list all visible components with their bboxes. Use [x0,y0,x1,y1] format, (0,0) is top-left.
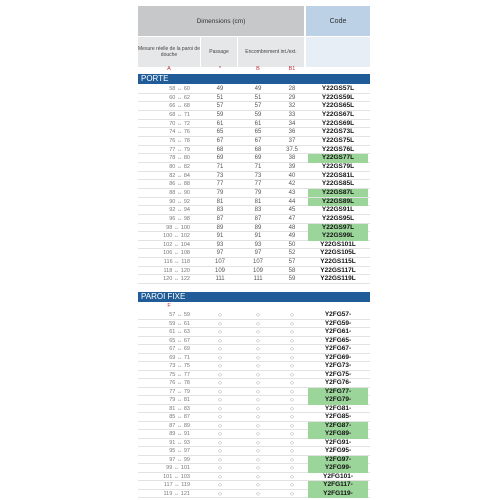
diamond-icon: ◇ [256,448,260,454]
code-cell: Y2FG81- [324,404,352,412]
range-cell: 60 ↔ 62 [169,94,190,101]
diamond-icon: ◇ [290,337,294,344]
b-cell: 87 [254,215,262,222]
code-cell: Y22GS79L [321,162,355,170]
code-cell: Y2FG65- [324,336,352,344]
b1-cell: 45 [288,207,296,214]
code-cell: Y2FG117- [308,481,368,490]
table-row [138,120,370,129]
table-row [138,337,370,346]
letter-b1: B1 [288,66,296,72]
diamond-icon: ◇ [290,422,294,429]
b-cell: 71 [254,163,262,170]
b-cell: 83 [254,207,262,214]
table-row [138,275,370,284]
code-cell: Y22GS115L [320,258,356,266]
passage-cell: 87 [216,215,224,222]
table-row [138,172,370,181]
dimensions-header: Dimensions (cm) [138,6,304,36]
code-cell: Y2FG99- [308,464,368,473]
table-row [138,215,370,224]
b-cell: 77 [254,181,262,188]
diamond-icon: ◇ [290,431,294,437]
passage-cell: 67 [216,137,224,144]
b1-cell: 29 [288,94,296,101]
range-cell: 65 ↔ 67 [169,337,190,344]
b1-cell: 40 [288,172,296,179]
range-cell: 106 ↔ 108 [163,250,190,257]
diamond-icon: ◇ [218,405,222,412]
table-row [138,189,370,198]
range-cell: 74 ↔ 76 [169,129,190,136]
diamond-icon: ◇ [218,371,222,378]
range-cell: 59 ↔ 61 [169,320,190,327]
table-row [138,345,370,354]
table-row [138,396,370,405]
table-row [138,180,370,189]
diamond-icon: ◇ [218,448,222,454]
range-cell: 90 ↔ 92 [169,198,190,205]
range-cell: 91 ↔ 93 [169,439,190,446]
diamond-icon: ◇ [218,414,222,420]
code-cell: Y22GS99L [308,232,368,241]
code-cell: Y2FG61- [324,328,352,335]
range-cell: 86 ↔ 88 [169,181,190,188]
range-cell: 77 ↔ 79 [169,388,190,395]
diamond-icon: ◇ [290,363,294,369]
code-cell: Y22GS75L [321,136,355,144]
diamond-icon: ◇ [290,439,294,446]
b1-cell: 28 [288,86,296,92]
code-subheader [306,37,370,67]
diamond-icon: ◇ [290,346,294,352]
range-cell: 88 ↔ 90 [169,189,190,196]
table-row [138,128,370,137]
table-row [138,146,370,155]
code-cell: Y22GS89L [308,198,368,207]
diamond-icon: ◇ [218,380,222,386]
diamond-icon: ◇ [256,354,260,361]
passage-cell: 71 [216,163,224,170]
diamond-icon: ◇ [290,312,294,318]
letter-star: * [218,66,222,72]
code-cell: Y2FG57- [324,311,352,318]
passage-cell: 61 [216,120,224,127]
table-row [138,258,370,267]
table-row [138,137,370,146]
b-cell: 67 [254,137,262,144]
range-cell: 101 ↔ 103 [163,473,190,480]
diamond-icon: ◇ [218,439,222,446]
table-row [138,85,370,94]
range-cell: 73 ↔ 75 [169,363,190,369]
table-row [138,422,370,431]
range-cell: 119 ↔ 121 [163,490,190,497]
range-cell: 92 ↔ 94 [169,207,190,214]
code-cell: Y22GS77L [308,154,368,163]
diamond-icon: ◇ [256,320,260,327]
diamond-icon: ◇ [218,346,222,352]
diamond-icon: ◇ [256,439,260,446]
diamond-icon: ◇ [256,346,260,352]
b-cell: 93 [254,241,262,248]
letter-a: A [167,66,171,72]
diamond-icon: ◇ [290,371,294,378]
code-cell: Y2FG67- [324,345,352,352]
table-row [138,490,370,499]
table-row [138,111,370,120]
b1-cell: 47 [288,215,296,222]
range-cell: 117 ↔ 119 [163,482,190,488]
table-row [138,320,370,329]
diamond-icon: ◇ [290,490,294,497]
code-cell: Y22GS59L [321,93,355,101]
code-cell: Y2FG85- [324,413,352,420]
code-cell: Y22GS73L [321,128,355,136]
diamond-icon: ◇ [290,405,294,412]
passage-cell: 59 [216,111,224,118]
b-cell: 49 [254,86,262,92]
b-cell: 107 [252,259,263,266]
table-row [138,379,370,388]
diamond-icon: ◇ [218,312,222,318]
diamond-icon: ◇ [290,380,294,386]
passage-cell: 57 [216,103,224,110]
diamond-icon: ◇ [218,354,222,361]
passage-cell: 73 [216,172,224,179]
diamond-icon: ◇ [256,456,260,463]
code-cell: Y22GS101L [320,240,356,248]
range-cell: 58 ↔ 60 [169,86,190,92]
table-row [138,413,370,422]
b1-cell: 57 [288,259,296,266]
range-cell: 100 ↔ 102 [163,233,190,240]
b-cell: 111 [253,276,263,283]
passage-cell: 109 [214,267,225,274]
passage-cell: 81 [216,198,224,205]
paroi-rows [138,311,370,498]
passage-cell: 69 [216,155,224,162]
b-cell: 69 [254,155,262,162]
diamond-icon: ◇ [218,473,222,480]
diamond-icon: ◇ [256,473,260,480]
range-cell: 99 ↔ 101 [166,465,190,471]
range-cell: 76 ↔ 78 [169,137,190,144]
code-cell: Y2FG87- [308,422,368,431]
diamond-icon: ◇ [256,422,260,429]
b1-cell: 52 [288,250,296,257]
passage-cell: 107 [214,259,225,266]
b1-cell: 38 [288,155,296,162]
diamond-icon: ◇ [256,388,260,395]
code-cell: Y22GS67L [321,110,355,118]
code-cell: Y2FG77- [308,388,368,397]
table-row [138,481,370,490]
range-cell: 97 ↔ 99 [169,456,190,463]
table-row [138,232,370,241]
diamond-icon: ◇ [290,388,294,395]
b-cell: 91 [254,233,262,240]
diamond-icon: ◇ [256,490,260,497]
passage-cell: 79 [216,189,224,196]
b-cell: 51 [254,94,262,101]
table-row [138,447,370,456]
b1-cell: 44 [288,198,296,205]
table-row [138,354,370,363]
b1-cell: 58 [288,267,296,274]
table-header [138,6,370,72]
table-row [138,311,370,320]
range-cell: 69 ↔ 71 [169,354,190,361]
diamond-icon: ◇ [256,363,260,369]
code-cell: Y2FG89- [308,430,368,439]
table-row [138,388,370,397]
b-cell: 68 [254,146,262,153]
code-cell: Y2FG69- [324,353,352,361]
letter-b: B [256,66,260,72]
code-cell: Y22GS95L [321,214,355,222]
b1-cell: 36 [288,129,296,136]
passage-cell: 93 [216,241,224,248]
diamond-icon: ◇ [218,482,222,488]
b1-cell: 39 [288,163,296,170]
table-row [138,371,370,380]
diamond-icon: ◇ [256,482,260,488]
range-cell: 95 ↔ 97 [169,448,190,454]
code-header: Code [306,6,370,36]
range-cell: 75 ↔ 77 [169,371,190,378]
b1-cell: 43 [288,189,296,196]
b-cell: 79 [254,189,262,196]
b-cell: 61 [254,120,262,127]
code-cell: Y22GS76L [321,145,355,153]
code-cell: Y22GS57L [321,85,355,92]
passage-cell: 111 [215,276,225,283]
table-row [138,405,370,414]
range-cell: 70 ↔ 72 [169,120,190,127]
code-cell: Y2FG73- [324,362,352,369]
code-cell: Y2FG91- [324,438,352,446]
diamond-icon: ◇ [218,320,222,327]
code-cell: Y22GS97L [308,224,368,233]
code-cell: Y2FG76- [324,379,352,386]
diamond-icon: ◇ [290,448,294,454]
table-row [138,154,370,163]
table-row [138,456,370,465]
table-row [138,102,370,111]
range-cell: 118 ↔ 120 [163,267,190,274]
passage-cell: 83 [216,207,224,214]
b1-cell: 49 [288,233,296,240]
table-row [138,362,370,371]
table-row [138,267,370,276]
letter-f: F [167,303,171,309]
passage-cell: 89 [216,224,224,231]
porte-rows [138,85,370,284]
table-row [138,241,370,250]
diamond-icon: ◇ [290,329,294,335]
diamond-icon: ◇ [290,473,294,480]
passage-cell: 65 [216,129,224,136]
code-cell: Y2FG119- [308,490,368,499]
range-cell: 66 ↔ 68 [169,103,190,110]
range-cell: 116 ↔ 118 [163,259,190,266]
code-cell: Y2FG75- [324,370,352,378]
range-cell: 79 ↔ 81 [169,397,190,403]
range-cell: 89 ↔ 91 [169,431,190,437]
table-row [138,464,370,473]
diamond-icon: ◇ [256,414,260,420]
code-cell: Y2FG79- [308,396,368,405]
diamond-icon: ◇ [218,431,222,437]
range-cell: 57 ↔ 59 [169,312,190,318]
passage-cell: 97 [216,250,224,257]
section-paroi-fixe-title: PAROI FIXE [138,292,370,302]
diamond-icon: ◇ [218,329,222,335]
col-encombrement-header: Encombrement int./ext. [238,37,304,67]
code-cell: Y22GS117L [320,266,356,274]
b-cell: 97 [254,250,262,257]
b1-cell: 34 [288,120,296,127]
diamond-icon: ◇ [290,456,294,463]
code-cell: Y22GS119L [320,275,356,283]
diamond-icon: ◇ [256,329,260,335]
b1-cell: 42 [288,181,296,188]
code-cell: Y2FG101- [323,472,353,480]
range-cell: 81 ↔ 83 [169,405,190,412]
code-cell: Y22GS65L [321,102,355,110]
table-row [138,249,370,258]
diamond-icon: ◇ [290,354,294,361]
diamond-icon: ◇ [256,337,260,344]
diamond-icon: ◇ [256,312,260,318]
col-passage-header: Passage [201,37,237,67]
b-cell: 57 [254,103,262,110]
code-cell: Y2FG97- [308,456,368,465]
diamond-icon: ◇ [218,456,222,463]
section-porte-title: PORTE [138,74,370,84]
diamond-icon: ◇ [290,482,294,488]
range-cell: 61 ↔ 63 [169,329,190,335]
b-cell: 81 [254,198,262,205]
diamond-icon: ◇ [256,397,260,403]
code-cell: Y2FG95- [324,447,352,454]
diamond-icon: ◇ [290,320,294,327]
table-row [138,328,370,337]
b-cell: 65 [254,129,262,136]
b-cell: 89 [254,224,262,231]
b-cell: 59 [254,111,262,118]
diamond-icon: ◇ [218,465,222,471]
b-cell: 73 [254,172,262,179]
range-cell: 98 ↔ 100 [166,224,190,231]
b1-cell: 37.5 [286,146,298,153]
diamond-icon: ◇ [256,371,260,378]
range-cell: 68 ↔ 71 [169,111,190,118]
diamond-icon: ◇ [256,431,260,437]
diamond-icon: ◇ [218,490,222,497]
range-cell: 85 ↔ 87 [169,414,190,420]
range-cell: 102 ↔ 104 [163,241,190,248]
range-cell: 120 ↔ 122 [163,276,190,283]
diamond-icon: ◇ [218,363,222,369]
b1-cell: 37 [288,137,296,144]
code-cell: Y22GS105L [320,249,356,257]
diamond-icon: ◇ [218,337,222,344]
diamond-icon: ◇ [218,388,222,395]
column-letters [138,66,370,74]
passage-cell: 91 [216,233,224,240]
code-cell: Y22GS85L [321,180,355,188]
range-cell: 87 ↔ 89 [169,422,190,429]
code-cell: Y22GS91L [321,206,355,214]
passage-cell: 51 [216,94,224,101]
table-row [138,439,370,448]
range-cell: 96 ↔ 98 [169,215,190,222]
diamond-icon: ◇ [256,380,260,386]
diamond-icon: ◇ [218,397,222,403]
table-row [138,206,370,215]
dimensions-table [138,6,370,498]
code-cell: Y22GS81L [321,171,355,179]
table-row [138,163,370,172]
table-row [138,473,370,482]
b-cell: 109 [252,267,263,274]
diamond-icon: ◇ [218,422,222,429]
diamond-icon: ◇ [290,465,294,471]
b1-cell: 48 [288,224,296,231]
diamond-icon: ◇ [256,465,260,471]
passage-cell: 49 [216,86,224,92]
b1-cell: 32 [288,103,296,110]
table-row [138,94,370,103]
code-cell: Y22GS69L [321,119,355,127]
diamond-icon: ◇ [256,405,260,412]
passage-cell: 77 [216,181,224,188]
table-row [138,224,370,233]
range-cell: 78 ↔ 80 [169,155,190,162]
diamond-icon: ◇ [290,397,294,403]
range-cell: 82 ↔ 84 [169,172,190,179]
code-cell: Y2FG59- [324,319,352,327]
b1-cell: 59 [288,276,296,283]
b1-cell: 50 [288,241,296,248]
table-row [138,430,370,439]
range-cell: 77 ↔ 79 [169,146,190,153]
b1-cell: 33 [288,111,296,118]
range-cell: 67 ↔ 69 [169,346,190,352]
range-cell: 80 ↔ 82 [169,163,190,170]
range-cell: 76 ↔ 78 [169,380,190,386]
passage-cell: 68 [216,146,224,153]
col-real-size-header: Mesure réelle de la paroi de douche [138,37,200,67]
table-row [138,198,370,207]
diamond-icon: ◇ [290,414,294,420]
code-cell: Y22GS87L [308,189,368,198]
